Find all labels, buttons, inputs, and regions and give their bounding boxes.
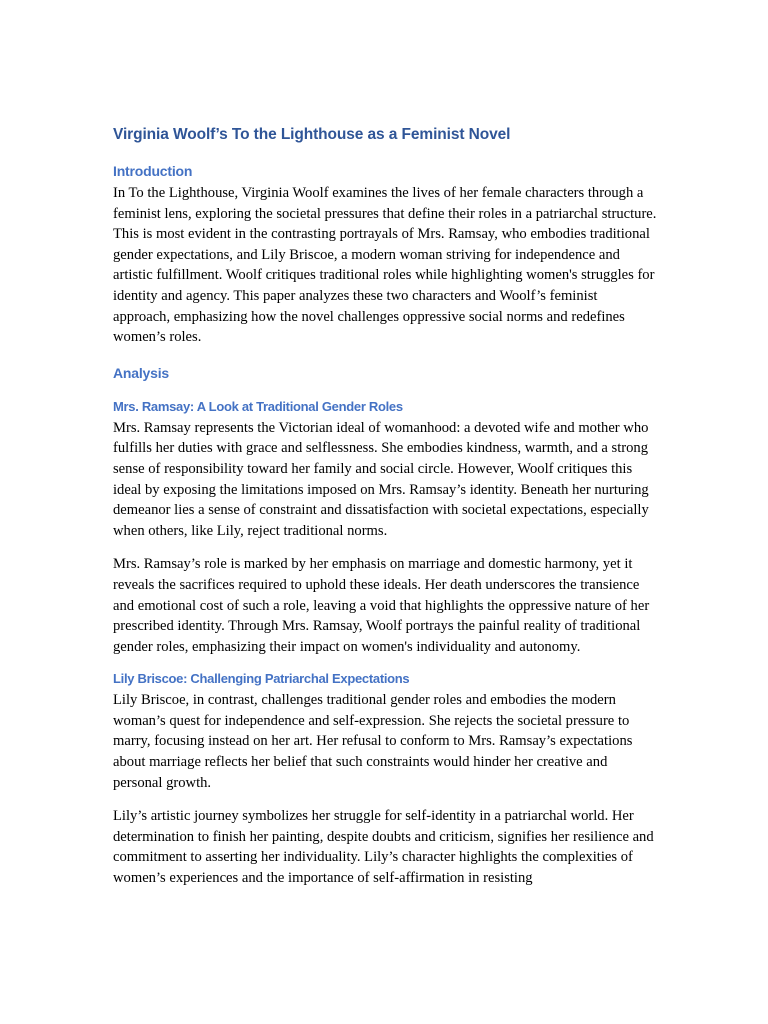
lily-briscoe-paragraph-2: Lily’s artistic journey symbolizes her struggle for self-identity in a patriarchal world. Her determination to finish her painting, despite doubts and criticism, signifies her resilience and commitment to asserting her individuality. Lily’s character highlights the complexities of women’s experiences and the importance of self-affirmation in resisting	[113, 808, 654, 887]
document-page	[113, 124, 658, 889]
introduction-paragraph: In To the Lighthouse, Virginia Woolf examines the lives of her female characters through a feminist lens, exploring the societal pressures that define their roles in a patriarchal structure. This is most evident in the contrasting portrayals of Mrs. Ramsay, who embodies traditional gender expectations, and Lily Briscoe, a modern woman striving for independence and artistic fulfillment. Woolf critiques traditional roles while highlighting women's struggles for identity and agency. This paper analyzes these two characters and Woolf’s feminist approach, emphasizing how the novel challenges oppressive social norms and redefines women’s roles.	[113, 185, 657, 346]
analysis-heading: Analysis	[113, 364, 169, 381]
mrs-ramsay-paragraph-2: Mrs. Ramsay’s role is marked by her emphasis on marriage and domestic harmony, yet it reveals the sacrifices required to uphold these ideals. Her death underscores the transience and emotional cost of such a role, leaving a void that highlights the oppressive nature of her prescribed identity. Through Mrs. Ramsay, Woolf portrays the painful reality of traditional gender roles, emphasizing their impact on women's individuality and autonomy.	[113, 556, 650, 655]
mrs-ramsay-heading: Mrs. Ramsay: A Look at Traditional Gender Roles	[113, 398, 403, 414]
lily-briscoe-paragraph-1: Lily Briscoe, in contrast, challenges traditional gender roles and embodies the modern woman’s quest for independence and self-expression. She rejects the societal pressure to marry, focusing instead on her art. Her refusal to conform to Mrs. Ramsay’s expectations about marriage reflects her belief that such constraints would hinder her creative and personal growth.	[113, 692, 633, 791]
lily-briscoe-heading: Lily Briscoe: Challenging Patriarchal Expectations	[113, 671, 410, 687]
document-title: Virginia Woolf’s To the Lighthouse as a Feminist Novel	[113, 126, 511, 143]
introduction-heading: Introduction	[113, 163, 193, 179]
mrs-ramsay-paragraph-1: Mrs. Ramsay represents the Victorian ideal of womanhood: a devoted wife and mother who fulfills her duties with grace and selflessness. She embodies kindness, warmth, and a strong sense of responsibility toward her family and social circle. However, Woolf critiques this ideal by exposing the limitations imposed on Mrs. Ramsay’s identity. Beneath her nurturing demeanor lies a sense of constraint and dissatisfaction with societal expectations, especially when others, like Lily, reject traditional norms.	[113, 419, 649, 539]
